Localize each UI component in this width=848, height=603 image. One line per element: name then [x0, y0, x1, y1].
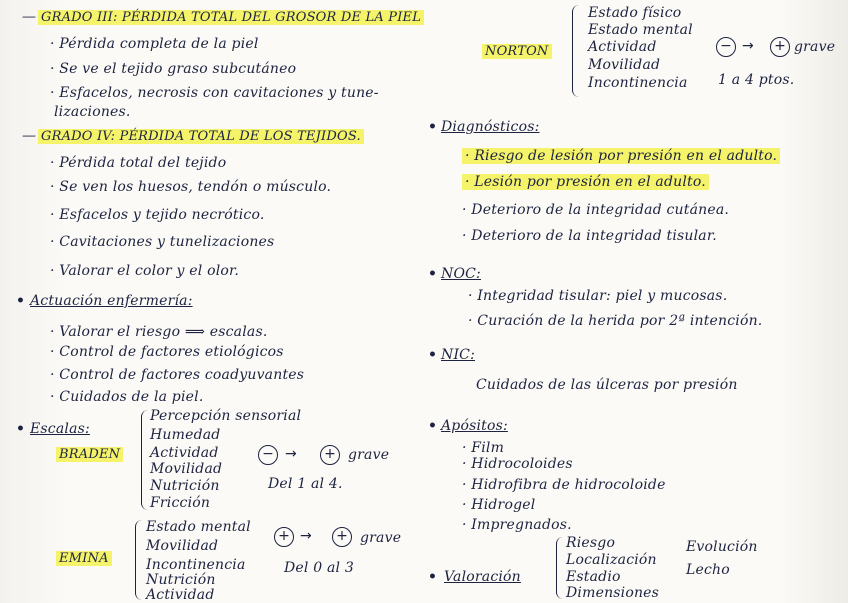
braden-item: Percepción sensorial: [150, 408, 302, 424]
dash-grado3: —: [22, 9, 37, 25]
heading-escalas: Escalas:: [30, 421, 90, 437]
valoracion-item: Estadio: [566, 569, 621, 585]
brace-norton: [572, 5, 579, 97]
arrow-right-icon: →: [285, 446, 297, 462]
diagnostico-item: · Deterioro de la integridad tisular.: [462, 228, 717, 244]
bullet-diagnosticos: •: [428, 119, 438, 135]
minus-circle-icon: −: [716, 37, 736, 57]
braden-item: Movilidad: [150, 461, 223, 477]
bullet-valoracion: •: [428, 569, 438, 585]
heading-grado3: GRADO III: PÉRDIDA TOTAL DEL GROSOR DE LA PIEL: [38, 10, 424, 26]
heading-noc: NOC:: [441, 266, 481, 282]
valoracion-extra: Evolución: [686, 539, 758, 555]
grado4-item: · Pérdida total del tejido: [50, 155, 227, 171]
emina-item: Estado mental: [146, 519, 251, 535]
diagnostico-item: · Riesgo de lesión por presión en el adulto.: [462, 148, 780, 164]
norton-range: 1 a 4 ptos.: [718, 72, 795, 88]
arrow-right-icon: →: [742, 38, 754, 54]
actuacion-item: · Cuidados de la piel.: [50, 389, 204, 405]
emina-grave: grave: [360, 530, 402, 546]
grado4-item: · Se ven los huesos, tendón o músculo.: [50, 179, 332, 195]
emina-item: Nutrición: [146, 572, 216, 588]
heading-grado4: GRADO IV: PÉRDIDA TOTAL DE LOS TEJIDOS.: [38, 129, 364, 145]
norton-item: Incontinencia: [588, 75, 688, 91]
bullet-actuacion: •: [16, 293, 26, 309]
norton-item: Estado mental: [588, 22, 693, 38]
label-norton: NORTON: [482, 44, 552, 60]
grado3-item: · Esfacelos, necrosis con cavitaciones y tune-: [50, 85, 379, 101]
heading-diagnosticos: Diagnósticos:: [441, 119, 540, 135]
emina-item: Movilidad: [146, 538, 219, 554]
diagnostico-item: · Deterioro de la integridad cutánea.: [462, 202, 730, 218]
heading-apositos: Apósitos:: [441, 418, 508, 434]
heading-actuacion: Actuación enfermería:: [30, 293, 193, 309]
bullet-nic: •: [428, 347, 438, 363]
noc-item: · Curación de la herida por 2ª intención.: [468, 313, 763, 329]
nic-item: Cuidados de las úlceras por presión: [476, 377, 738, 393]
bullet-apositos: •: [428, 418, 438, 434]
valoracion-item: Localización: [566, 552, 657, 568]
aposito-item: · Hidrofibra de hidrocoloide: [462, 477, 666, 493]
arrow-right-icon: →: [300, 528, 312, 544]
grado4-item: · Valorar el color y el olor.: [50, 263, 240, 279]
grado3-item: lizaciones.: [54, 104, 131, 120]
brace-valoracion: [556, 537, 563, 599]
norton-item: Estado físico: [588, 5, 682, 21]
plus-circle-icon: +: [332, 527, 352, 547]
valoracion-item: Dimensiones: [566, 585, 660, 601]
braden-item: Humedad: [150, 427, 221, 443]
braden-item: Fricción: [150, 495, 211, 511]
actuacion-item: · Control de factores coadyuvantes: [50, 367, 305, 383]
bullet-noc: •: [428, 266, 438, 282]
brace-braden: [141, 410, 148, 510]
diagnostico-item: · Lesión por presión en el adulto.: [462, 174, 709, 190]
aposito-item: · Impregnados.: [462, 517, 572, 533]
braden-item: Actividad: [150, 445, 219, 461]
aposito-item: · Film: [462, 440, 505, 456]
norton-grave: grave: [794, 39, 836, 55]
actuacion-item: · Control de factores etiológicos: [50, 344, 284, 360]
actuacion-item: · Valorar el riesgo ⟹ escalas.: [50, 324, 268, 340]
plus-circle-icon: +: [274, 527, 294, 547]
brace-emina: [135, 520, 142, 600]
norton-item: Actividad: [588, 39, 657, 55]
emina-item: Actividad: [146, 587, 215, 603]
noc-item: · Integridad tisular: piel y mucosas.: [468, 288, 728, 304]
heading-nic: NIC:: [441, 347, 476, 363]
grado3-item: · Se ve el tejido graso subcutáneo: [50, 61, 297, 77]
braden-item: Nutrición: [150, 478, 220, 494]
aposito-item: · Hidrocoloides: [462, 456, 573, 472]
dash-grado4: —: [22, 128, 37, 144]
label-emina: EMINA: [56, 551, 112, 567]
plus-circle-icon: +: [770, 37, 790, 57]
minus-circle-icon: −: [258, 445, 278, 465]
label-braden: BRADEN: [56, 447, 123, 463]
valoracion-item: Riesgo: [566, 535, 616, 551]
bullet-escalas: •: [16, 421, 26, 437]
emina-range: Del 0 al 3: [284, 560, 354, 576]
aposito-item: · Hidrogel: [462, 497, 536, 513]
braden-grave: grave: [348, 447, 390, 463]
emina-item: Incontinencia: [146, 557, 246, 573]
valoracion-extra: Lecho: [686, 562, 730, 578]
heading-valoracion: Valoración: [444, 569, 521, 585]
grado4-item: · Esfacelos y tejido necrótico.: [50, 207, 265, 223]
norton-item: Movilidad: [588, 57, 661, 73]
braden-range: Del 1 al 4.: [268, 476, 343, 492]
grado3-item: · Pérdida completa de la piel: [50, 36, 259, 52]
plus-circle-icon: +: [320, 445, 340, 465]
grado4-item: · Cavitaciones y tunelizaciones: [50, 234, 275, 250]
